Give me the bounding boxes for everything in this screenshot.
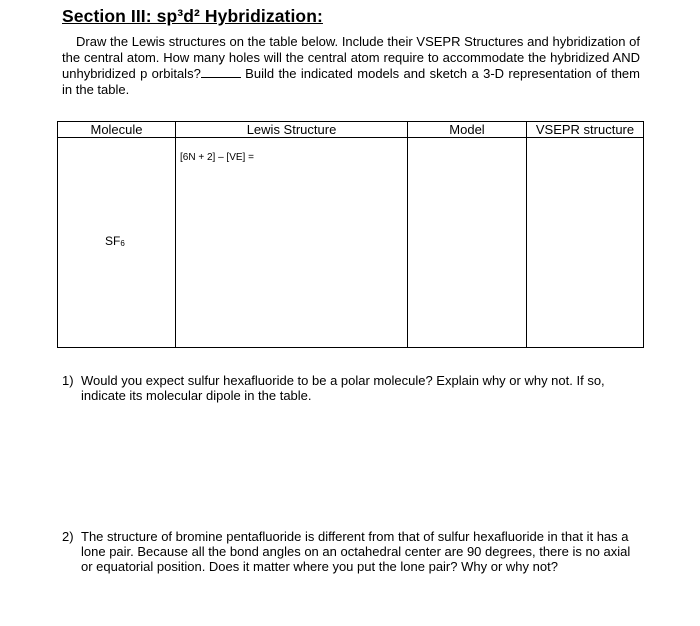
vsepr-structure-cell[interactable] — [527, 138, 644, 348]
instructions-text: Draw the Lewis structures on the table below. Include their VSEPR Structures and hybridization of the central atom. How many holes will the central atom require to accommodate the hybridized AND unhybridized p orbitals? — [62, 34, 640, 81]
header-lewis-structure: Lewis Structure — [176, 122, 408, 138]
lewis-structure-cell[interactable] — [176, 138, 408, 348]
section-title: Section III: sp³d² Hybridization: — [62, 6, 323, 26]
header-molecule: Molecule — [58, 122, 176, 138]
instructions-text-end: Build the indicated models and sketch a 3-D representation of them in the table. — [62, 66, 640, 97]
instructions-paragraph — [62, 34, 640, 98]
molecule-subscript: 6 — [120, 239, 125, 248]
model-cell[interactable] — [408, 138, 527, 348]
question-number: 2) — [62, 529, 74, 544]
header-vsepr-structure: VSEPR structure — [527, 122, 644, 138]
header-model: Model — [408, 122, 527, 138]
question-text: Would you expect sulfur hexafluoride to be a polar molecule? Explain why or why not. If so, indicate its molecular dipole in the table. — [81, 373, 605, 403]
table-header-row — [58, 122, 644, 138]
molecule-name: $SF_6$ — [105, 234, 125, 248]
answer-blank[interactable] — [201, 67, 241, 78]
table-row — [58, 138, 644, 348]
molecule-cell — [58, 138, 176, 348]
structures-table — [57, 121, 644, 348]
question-1 — [62, 373, 640, 403]
question-number: 1) — [62, 373, 74, 388]
question-text: The structure of bromine pentafluoride is different from that of sulfur hexafluoride in that it has a lone pair. Because all the bond angles on an octahedral center are 90 degrees, there is no axial or equatorial position. Does it matter where you put the lone pair? Why or why not? — [81, 529, 631, 574]
holes-formula: [6N + 2] – [VE] = — [180, 152, 254, 163]
question-2 — [62, 529, 640, 574]
